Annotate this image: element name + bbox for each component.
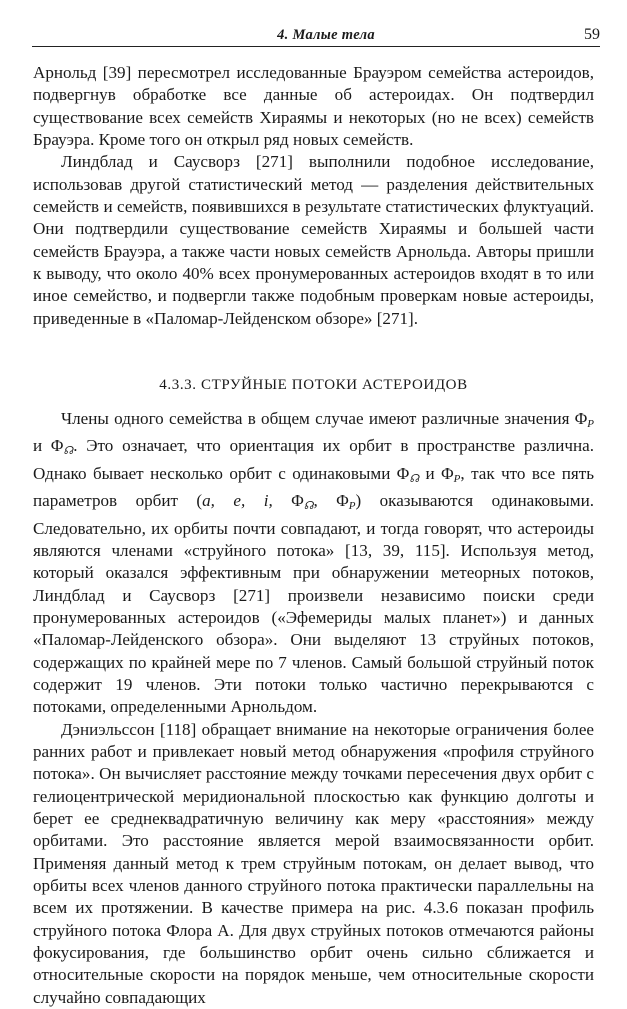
paragraph-streams: Члены одного семейства в общем случае имеют различные значения $\Phi_P$ и $\Phi_☊$. Это означает, что ориентация их орбит в пространстве различна. Однако бывает несколько орбит с одинаковыми $\Phi_☊$ и $\Phi_P$, так что все пять параметров орбит (a, e, i, $\Phi_☊$, $\Phi_P$) оказываются одинаковыми. Следовательно, их орбиты почти совпадают, и тогда говорят, что астероиды являются членами «струйного потока» [13, 39, 115]. Используя метод, который оказался эффективным при обнаружении метеорных потоков, Линдблад и Саусворз [271] произвели независимо поиски среди пронумерованных астероидов («Эфемериды малых планет») и данных «Паломар-Лейденского обзора». Они выделяют 13 струйных потоков, содержащих по крайней мере по 7 членов. Самый большой струйный поток содержит 19 членов. Эти потоки только частично перекрываются с потоками, определенными Арнольдом. bbox=[33, 409, 594, 717]
running-head bbox=[32, 24, 600, 47]
paragraph-danielsson: Дэниэльссон [118] обращает внимание на некоторые ограничения более ранних работ и привлекает новый метод обнаружения «профиля струйного потока». Он вычисляет расстояние между точками пересечения двух орбит с гелиоцентрической меридиональной плоскостью как функцию долготы и берет ее среднеквадратичную величину как меру «расстояния» между орбитами. Это расстояние является мерой взаимосвязанности орбит. Применяя данный метод к трем струйным потокам, он делает вывод, что орбиты всех членов данного струйного потока практически параллельны на всем их протяжении. В качестве примера на рис. 4.3.6 показан профиль струйного потока Флора А. Для двух струйных потоков отмечаются районы фокусирования, где большинство орбит очень сильно сближается и относительные скорости на порядок меньше, чем относительные скорости случайно совпадающих bbox=[33, 719, 594, 1007]
section-heading: 4.3.3. СТРУЙНЫЕ ПОТОКИ АСТЕРОИДОВ bbox=[159, 377, 468, 394]
page-number: 59 bbox=[584, 26, 600, 43]
page-body bbox=[33, 62, 594, 1009]
chapter-title: 4. Малые тела bbox=[277, 27, 375, 43]
paragraph-lindblad: Линдблад и Саусворз [271] выполнили подобное исследование, использовав другой статистический метод — разделения действительных семейств и семейств, появившихся в результате статистических флуктуаций. Они подтвердили существование семейств Хираямы и большей части семейств Брауэра, а также части новых семейств Арнольда. Авторы пришли к выводу, что около 40% всех пронумерованных астероидов входят в то или иное семейство, и подвергли также подобным проверкам новые астероиды, приведенные в «Паломар-Лейденском обзоре» [271]. bbox=[33, 152, 594, 328]
paragraph-arnold: Арнольд [39] пересмотрел исследованные Брауэром семейства астероидов, подвергнув обработке все данные об астероидах. Он подтвердил существование всех семейств Хираямы и некоторых (но не всех) семейств Брауэра. Кроме того он открыл ряд новых семейств. bbox=[33, 63, 594, 150]
